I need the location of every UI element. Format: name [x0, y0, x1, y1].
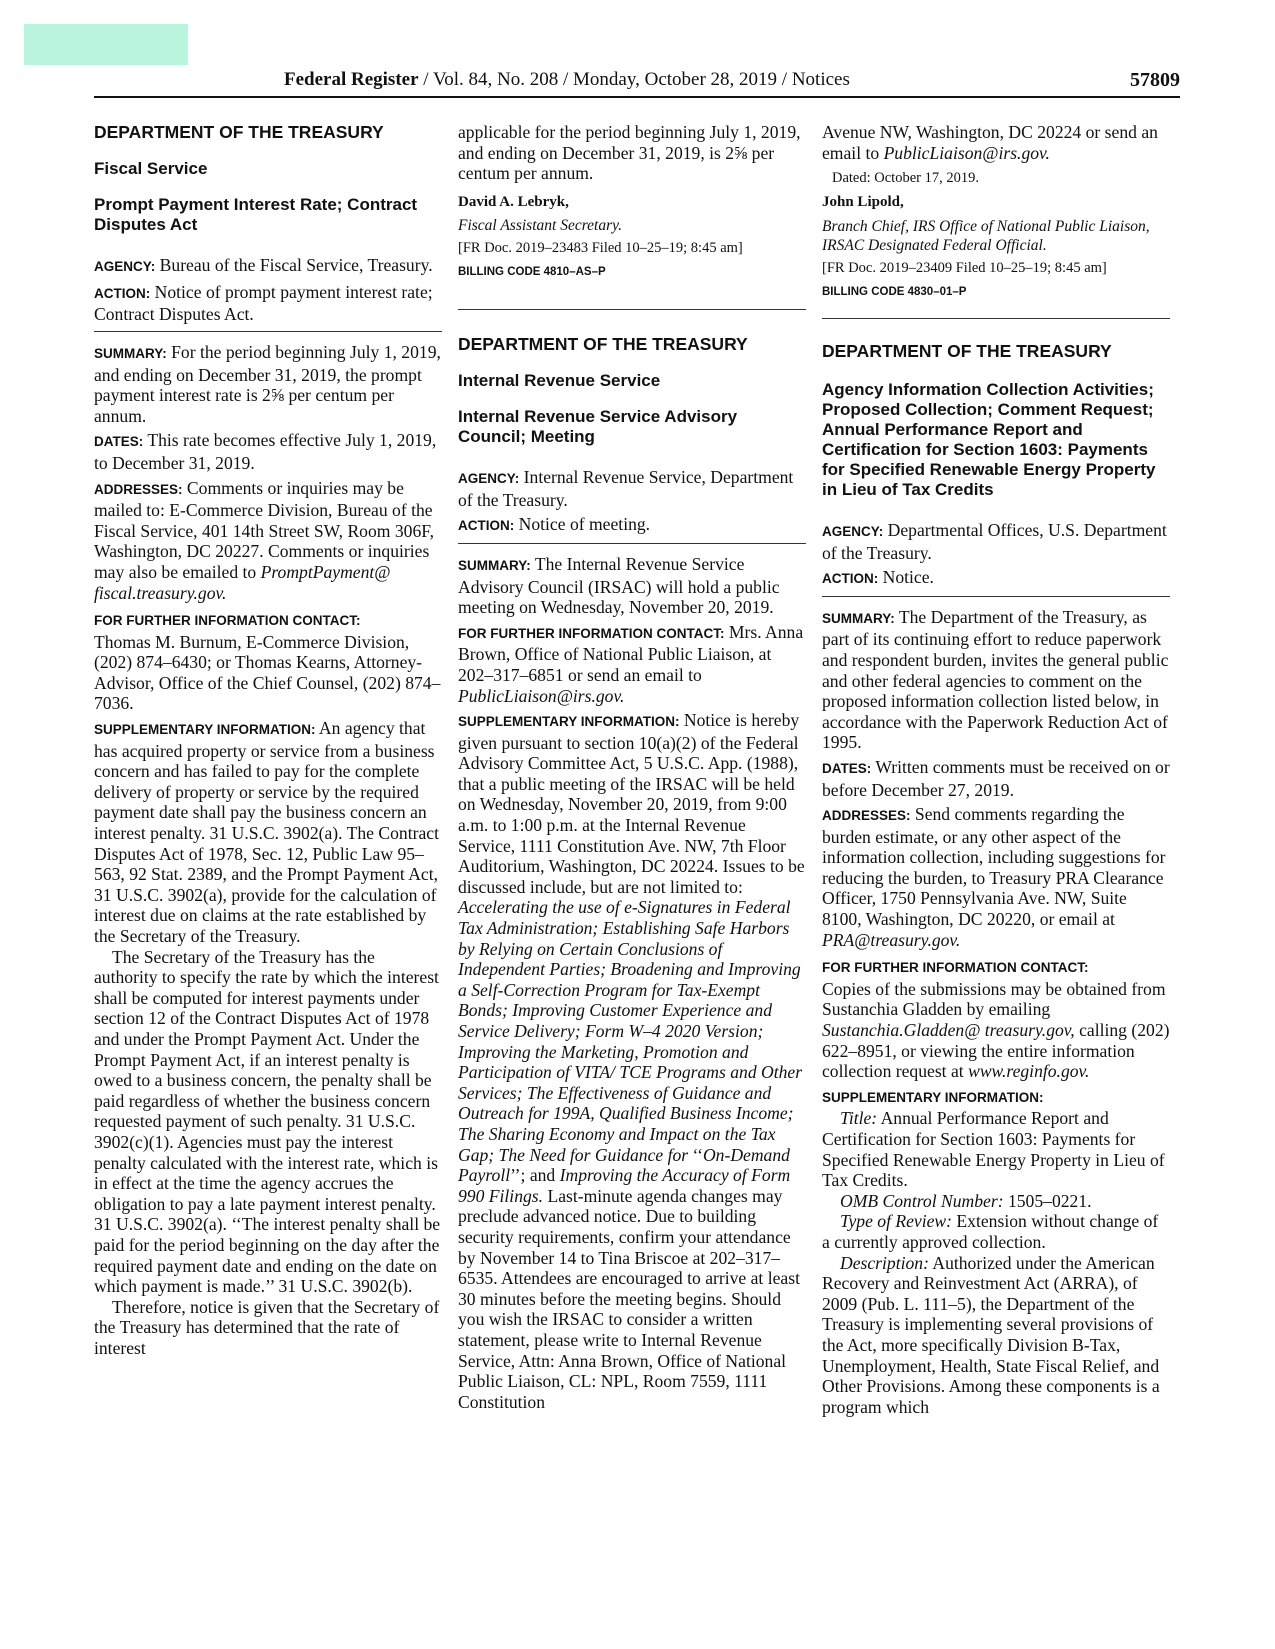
supplementary-text-g: Last-minute agenda changes may preclude advanced notice. Due to building security requirements, confirm your attendance by November 14 to Tina Briscoe at 202–317–6535. Attendees are encouraged to arrive at least 30 minutes before the meeting begins. Should you wish the IRSAC to consider a written statement, please write to Internal Revenue Service, Attn: Anna Brown, Office of National Public Liaison, CL: NPL, Room 7559, 1111 Constitution: [458, 1185, 800, 1412]
subagency-heading: Internal Revenue Service: [458, 370, 661, 390]
supplementary-label: SUPPLEMENTARY INFORMATION:: [822, 1089, 1044, 1105]
billing-code: BILLING CODE 4810–AS–P: [458, 266, 606, 279]
agency-label: AGENCY:: [822, 523, 884, 539]
summary-label: SUMMARY:: [458, 557, 531, 573]
department-heading: DEPARTMENT OF THE TREASURY: [822, 341, 1112, 362]
dates-label: DATES:: [94, 434, 144, 450]
summary-para: [458, 554, 806, 618]
subagency-heading: Fiscal Service: [94, 158, 208, 178]
description-value: Authorized under the American Recovery and Reinvestment Act (ARRA), of 2009 (Pub. L. 111–5), the Department of the Treasury is implementing several provisions of the Act, more specifically Division B-Tax, Unemployment, Health, State Fiscal Relief, and Other Provisions. Among these components is a program which: [822, 1252, 1160, 1417]
supplementary-para-3: Therefore, notice is given that the Secretary of the Treasury has determined that the rate of interest: [94, 1296, 440, 1358]
addresses-para: [822, 804, 1170, 950]
supplementary-para-2: The Secretary of the Treasury has the authority to specify the rate by which the interest shall be computed for interest payments under section 12 of the Contract Disputes Act of 1978 and under the Prompt Payment Act. Under the Prompt Payment Act, if an interest penalty is owed to a business concern, the penalty shall be paid regardless of whether the business concern requested payment of such penalty. 31 U.S.C. 3902(c)(1). Agencies must pay the interest penalty calculated with the interest rate, which is in effect at the time the agency accrues the obligation to pay a late payment interest penalty. 31 U.S.C. 3902(a). ‘‘The interest penalty shall be paid for the period beginning on the day after the required payment date and ending on the date on which payment is made.’’ 31 U.S.C. 3902(b).: [94, 946, 441, 1297]
supplementary-label: SUPPLEMENTARY INFORMATION:: [94, 722, 316, 738]
page-header: [94, 66, 1180, 98]
agenda-topics: Accelerating the use of e-Signatures in Federal Tax Administration; Establishing Safe Harbors by Relying on Certain Conclusions of Independent Parties; Broadening and Improving a Self-Correction Program for Tax-Exempt Bonds; Improving Customer Experience and Service Delivery; Form W–4 2020 Version; Improving the Marketing, Promotion and Participation of VITA/ TCE Programs and Other Services; The Effectiveness of Guidance and Outreach for 199A, Qualified Business Income; The Sharing Economy and Impact on the Tax Gap; The Need for Guidance for: [458, 897, 803, 1165]
review-label: Type of Review:: [840, 1211, 953, 1232]
agency-para: [822, 520, 1170, 563]
summary-text: The Department of the Treasury, as part of its continuing effort to reduce paperwork and respondent burden, invites the general public and other federal agencies to comment on the proposed information collection listed below, in accordance with the Paperwork Reduction Act of 1995.: [822, 606, 1169, 753]
contact-text-b: calling (202) 622–8951, or viewing the entire information collection request at: [822, 1020, 1170, 1082]
supplementary-text-a: Notice is hereby given pursuant to section 10(a)(2) of the Federal Advisory Committee Act, 5 U.S.C. App. (1988), that a public meeting of the IRSAC will be held on Wednesday, November 20, 2019, from 9:00 a.m. to 1:00 p.m. at the Internal Revenue Service, 1111 Constitution Ave. NW, 7th Floor Auditorium, Washington, DC 20224. Issues to be discussed include, but are not limited to:: [458, 710, 805, 897]
fr-doc-line: [FR Doc. 2019–23483 Filed 10–25–19; 8:45 am]: [458, 240, 743, 257]
description-label: Description:: [840, 1252, 929, 1273]
notice-title: Agency Information Collection Activities; Proposed Collection; Comment Request; Annual Performance Report and Certification for Section 1603: Payments for Specified Renewable Energy Property in Lieu of Tax Credits: [822, 379, 1156, 499]
notice-title: Internal Revenue Service Advisory Council; Meeting: [458, 407, 738, 447]
publication-name: Federal Register: [284, 69, 419, 90]
dates-text: This rate becomes effective July 1, 2019, to December 31, 2019.: [94, 430, 437, 473]
dates-para: [94, 430, 442, 473]
notice-title: Prompt Payment Interest Rate; Contract Disputes Act: [94, 195, 418, 235]
column-3: [822, 122, 1170, 1417]
reginfo-link[interactable]: www.reginfo.gov.: [968, 1061, 1090, 1082]
agency-para: [458, 467, 806, 510]
omb-label: OMB Control Number:: [840, 1190, 1004, 1211]
contact-label: FOR FURTHER INFORMATION CONTACT:: [822, 960, 1089, 976]
department-heading: DEPARTMENT OF THE TREASURY: [458, 333, 748, 354]
section-divider: [822, 318, 1170, 319]
page-number: 57809: [1130, 69, 1180, 91]
dates-text: Written comments must be received on or before December 27, 2019.: [822, 756, 1170, 800]
supplementary-text-e: ’’; and: [510, 1165, 560, 1186]
continued-text: [822, 122, 1170, 163]
dates-para: [822, 757, 1170, 800]
column-2: [458, 122, 806, 1416]
signer-title: Fiscal Assistant Secretary.: [458, 217, 623, 235]
agency-text: Departmental Offices, U.S. Department of the Treasury.: [822, 519, 1167, 563]
continued-text: applicable for the period beginning July 1, 2019, and ending on December 31, 2019, is 2⅝ per centum per annum.: [458, 122, 801, 184]
summary-text: For the period beginning July 1, 2019, and ending on December 31, 2019, the prompt payment interest rate is 2⅝ per centum per annum.: [94, 341, 441, 426]
contact-label: FOR FURTHER INFORMATION CONTACT:: [94, 613, 361, 629]
summary-label: SUMMARY:: [94, 345, 167, 361]
agenda-topic-990: Improving the Accuracy of Form 990 Filings.: [458, 1165, 791, 1206]
agency-label: AGENCY:: [94, 259, 156, 275]
signer-name: David A. Lebryk,: [458, 193, 569, 210]
signer-title: Branch Chief, IRS Office of National Public Liaison, IRSAC Designated Federal Official.: [822, 217, 1150, 254]
action-para: [822, 567, 1170, 590]
contact-email-link[interactable]: Sustanchia.Gladden@ treasury.gov,: [822, 1020, 1075, 1041]
addresses-label: ADDRESSES:: [94, 481, 183, 497]
title-para: [822, 1108, 1170, 1190]
summary-text: The Internal Revenue Service Advisory Council (IRSAC) will hold a public meeting on Wednesday, November 20, 2019.: [458, 553, 780, 618]
department-heading: DEPARTMENT OF THE TREASURY: [94, 122, 384, 142]
agenda-topic-payroll: On-Demand Payroll: [458, 1144, 790, 1186]
supplementary-para-1: [94, 718, 442, 947]
action-text: Notice of prompt payment interest rate; Contract Disputes Act.: [94, 281, 433, 325]
dated-line: Dated: October 17, 2019.: [832, 170, 979, 187]
action-label: ACTION:: [458, 518, 515, 534]
title-value: Annual Performance Report and Certification for Section 1603: Payments for Specified Renewable Energy Property in Lieu of Tax Credits.: [822, 1108, 1165, 1191]
column-1: [94, 122, 442, 1358]
signer-name: John Lipold,: [822, 194, 904, 211]
contact-email-link[interactable]: PublicLiaison@irs.gov.: [458, 685, 625, 706]
action-para: [94, 282, 442, 325]
contact-para: [458, 622, 806, 706]
title-label: Title:: [840, 1108, 878, 1129]
contact-text: Mrs. Anna Brown, Office of National Public Liaison, at 202–317–6851 or send an email to: [458, 621, 804, 685]
contact-label-para: [822, 956, 1170, 979]
summary-para: [94, 342, 442, 426]
contact-text-a: Copies of the submissions may be obtained from Sustanchia Gladden by emailing: [822, 978, 1166, 1020]
addresses-text: Send comments regarding the burden estimate, or any other aspect of the information collection, including suggestions for reducing the burden, to Treasury PRA Clearance Officer, 1750 Pennsylvania Ave. NW, Suite 8100, Washington, DC 20220, or email at: [822, 804, 1166, 930]
addresses-email-link[interactable]: PRA@treasury.gov.: [822, 929, 961, 950]
summary-para: [822, 607, 1170, 753]
running-head: [284, 66, 850, 94]
issue-info: / Vol. 84, No. 208 / Monday, October 28, 2019 / Notices: [418, 69, 850, 90]
addresses-email-link[interactable]: PromptPayment@ fiscal.treasury.gov.: [94, 561, 391, 603]
omb-para: [822, 1191, 1170, 1212]
action-label: ACTION:: [94, 285, 151, 301]
summary-label: SUMMARY:: [822, 610, 895, 626]
divider: [458, 543, 806, 544]
fr-doc-line: [FR Doc. 2019–23409 Filed 10–25–19; 8:45 am]: [822, 259, 1107, 276]
action-para: [458, 514, 806, 537]
continued-text-a: Avenue NW, Washington, DC 20224 or send an email to: [822, 122, 1158, 163]
supplementary-text-1: An agency that has acquired property or service from a business concern and has failed to pay for the complete delivery of property or service by the required payment date shall pay the business concern an interest penalty. 31 U.S.C. 3902(a). The Contract Disputes Act of 1978, Sec. 12, Public Law 95–563, 92 Stat. 2389, and the Prompt Payment Act, 31 U.S.C. 3902(a), provide for the calculation of interest due on claims at the rate established by the Secretary of the Treasury.: [94, 718, 439, 946]
description-para: [822, 1253, 1170, 1418]
addresses-label: ADDRESSES:: [822, 808, 911, 824]
supplementary-label: SUPPLEMENTARY INFORMATION:: [458, 714, 680, 730]
review-para: [822, 1211, 1170, 1252]
agency-text: Internal Revenue Service, Department of the Treasury.: [458, 467, 794, 510]
billing-code: BILLING CODE 4830–01–P: [822, 285, 967, 298]
contact-para: [822, 979, 1170, 1082]
divider: [94, 331, 442, 332]
action-label: ACTION:: [822, 571, 879, 587]
addresses-text: Comments or inquiries may be mailed to: E-Commerce Division, Bureau of the Fiscal Service, 401 14th Street SW, Room 306F, Washington, DC 20227. Comments or inquiries may also be emailed to: [94, 477, 435, 582]
review-value: Extension without change of a currently approved collection.: [822, 1211, 1159, 1252]
supplementary-label-para: [822, 1086, 1170, 1109]
section-divider: [458, 309, 806, 310]
agency-label: AGENCY:: [458, 471, 520, 487]
action-text: Notice of meeting.: [514, 514, 651, 535]
supplementary-text-c: ‘‘: [688, 1144, 703, 1165]
highlight-tab: [24, 24, 188, 65]
contact-label-para: [94, 609, 442, 632]
divider: [822, 596, 1170, 597]
contact-text: Thomas M. Burnum, E-Commerce Division, (202) 874–6430; or Thomas Kearns, Attorney-Advisor, Office of the Chief Counsel, (202) 874–7036.: [94, 631, 441, 714]
agency-para: [94, 255, 442, 278]
contact-label: FOR FURTHER INFORMATION CONTACT:: [458, 625, 725, 641]
action-text: Notice.: [878, 567, 934, 588]
omb-value: 1505–0221.: [1003, 1190, 1092, 1211]
supplementary-para: [458, 710, 806, 1412]
dates-label: DATES:: [822, 760, 872, 776]
agency-text: Bureau of the Fiscal Service, Treasury.: [155, 255, 433, 276]
continued-email-link[interactable]: PublicLiaison@irs.gov.: [883, 142, 1050, 163]
addresses-para: [94, 478, 442, 604]
